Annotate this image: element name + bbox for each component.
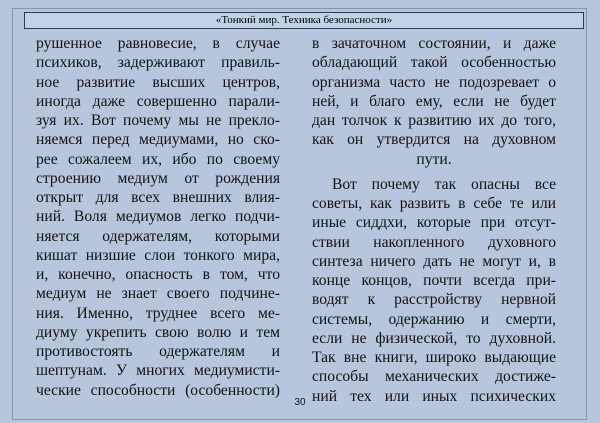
right-column: [312, 34, 556, 406]
text-line: няется одержателям, которыми: [36, 227, 280, 245]
text-line: и, конечно, опасность в том, что: [36, 266, 280, 283]
text-line: в зачаточном состоянии, и даже: [312, 35, 556, 52]
text-line: дан толчок к развитию их до того,: [312, 112, 556, 129]
text-line: рушенное равновесие, в случае: [36, 35, 280, 52]
text-line: ния. Именно, труднее всего ме-: [36, 304, 280, 322]
text-line: противостоять одержателям и: [36, 343, 280, 360]
left-column: [36, 34, 280, 400]
text-line: конце концов, почти всегда при-: [312, 272, 556, 289]
right-paragraph-1: [312, 34, 556, 169]
text-line: ческие способности (особенности): [36, 381, 280, 399]
text-line: иногда даже совершенно парали-: [36, 92, 280, 110]
text-line: пути.: [416, 150, 452, 168]
left-paragraph: [36, 34, 280, 400]
text-line: способы механических достиже-: [312, 368, 556, 386]
text-line: строению медиум от рождения: [36, 169, 280, 187]
text-line: организма часто не подозревает о: [312, 73, 556, 91]
text-line: открыт для всех внешних влия-: [36, 189, 280, 206]
page-number: 30: [294, 397, 306, 408]
text-line: медиум не знает своего подчине-: [36, 285, 280, 303]
text-line: водят к расстройству нервной: [312, 291, 556, 309]
text-line: психиков, задерживают правиль-: [36, 54, 280, 72]
text-line: как он утвердится на духовном: [312, 131, 556, 149]
text-line: рее сожалеем их, ибо по своему: [36, 150, 280, 168]
text-line: обладающий такой особенностью: [312, 54, 556, 72]
text-line: советы, как развить в себе те или: [312, 195, 556, 212]
right-paragraph-2: [312, 175, 556, 406]
running-title: «Тонкий мир. Техника безопасности»: [215, 14, 393, 26]
text-line: Так вне книги, широко выдающие: [312, 349, 556, 366]
text-line: ний тех или иных психических: [312, 387, 556, 405]
text-line: ней, и благо ему, если не будет: [312, 92, 556, 110]
text-line: если не физической, то духовной.: [312, 329, 556, 347]
text-line: диуму укрепить свою волю и тем: [36, 323, 280, 341]
text-line: системы, одержанию и смерти,: [312, 310, 556, 328]
text-line: синтеза ничего дать не могут и, в: [312, 252, 556, 270]
text-line: шептунам. У многих медиумисти-: [36, 362, 280, 380]
text-line: няемся перед медиумами, но ско-: [36, 131, 280, 149]
text-line: зуя их. Вот почему мы не прекло-: [36, 112, 280, 129]
text-line: ное развитие высших центров,: [36, 73, 280, 91]
text-line: ний. Воля медиумов легко подчи-: [36, 208, 280, 226]
text-line: Вот почему так опасны все: [332, 175, 556, 193]
text-line: кишат низшие слои тонкого мира,: [36, 246, 280, 264]
text-line: иные сиддхи, которые при отсут-: [312, 214, 556, 232]
text-line: ствии накопленного духовного: [312, 233, 556, 251]
